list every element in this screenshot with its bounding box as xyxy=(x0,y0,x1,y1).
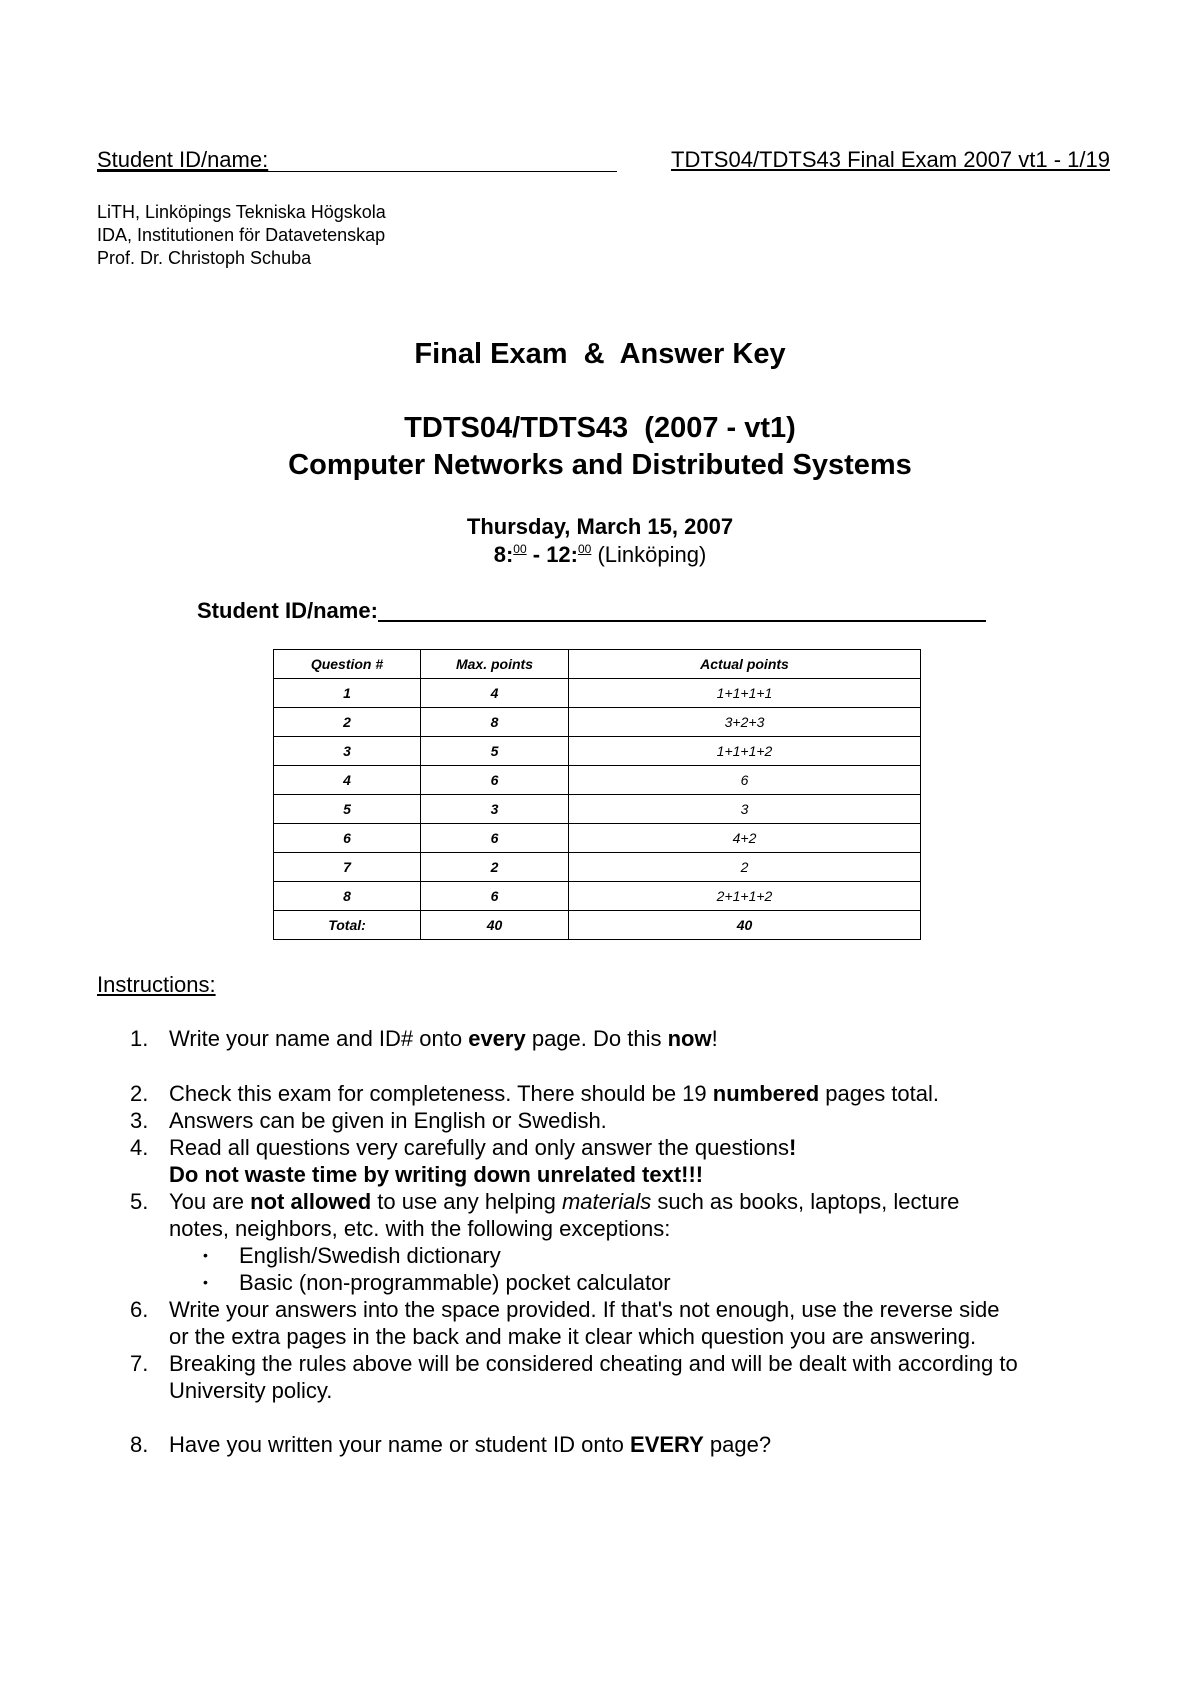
bullet-icon: • xyxy=(203,1274,208,1290)
item-emphasis: not allowed xyxy=(250,1189,372,1214)
student-id-field[interactable] xyxy=(197,597,986,625)
item-emphasis: every xyxy=(468,1026,526,1051)
exam-location: (Linköping) xyxy=(591,542,707,567)
exam-date: Thursday, March 15, 2007 xyxy=(466,514,734,539)
student-id-blank[interactable] xyxy=(378,600,986,622)
time-start-min: 00 xyxy=(513,542,527,556)
exam-title: Final Exam & Answer Key xyxy=(414,338,786,370)
question-number: 6 xyxy=(274,824,421,853)
table-row xyxy=(274,708,921,737)
item-text: Read all questions very carefully and only answer the questions xyxy=(169,1135,790,1160)
col-max-points: Max. points xyxy=(421,650,569,679)
table-row xyxy=(274,766,921,795)
header-student-underline xyxy=(97,171,617,172)
item-text: Write your name and ID# onto xyxy=(169,1026,469,1051)
question-number: 4 xyxy=(274,766,421,795)
actual-points: 2+1+1+2 xyxy=(569,882,921,911)
table-total-row xyxy=(274,911,921,940)
item-italic: materials xyxy=(561,1189,652,1214)
item-text: Write your answers into the space provided. If that's not enough, use the reverse side xyxy=(169,1297,1000,1322)
time-separator: - xyxy=(526,542,547,567)
actual-points: 3+2+3 xyxy=(569,708,921,737)
total-actual: 40 xyxy=(569,911,921,940)
actual-points: 2 xyxy=(569,853,921,882)
course-code: TDTS04/TDTS43 (2007 - vt1) xyxy=(404,412,796,444)
item-text: pages total. xyxy=(819,1081,940,1106)
table-row xyxy=(274,795,921,824)
col-question: Question # xyxy=(274,650,421,679)
instructions-heading: Instructions: xyxy=(97,972,216,997)
table-header-row xyxy=(274,650,921,679)
max-points: 6 xyxy=(421,766,569,795)
table-row xyxy=(274,853,921,882)
item-text: to use any helping xyxy=(371,1189,562,1214)
item-text: page. Do this xyxy=(525,1026,668,1051)
student-id-label: Student ID/name: xyxy=(197,598,378,623)
item-emphasis: numbered xyxy=(712,1081,820,1106)
col-actual-points: Actual points xyxy=(569,650,921,679)
question-number: 1 xyxy=(274,679,421,708)
table-row xyxy=(274,679,921,708)
actual-points: 1+1+1+2 xyxy=(569,737,921,766)
item-text: or the extra pages in the back and make it clear which question you are answering. xyxy=(169,1324,977,1349)
max-points: 2 xyxy=(421,853,569,882)
max-points: 3 xyxy=(421,795,569,824)
item-number: 7. xyxy=(130,1351,149,1376)
item-number: 1. xyxy=(130,1026,149,1051)
actual-points: 1+1+1+1 xyxy=(569,679,921,708)
course-subject: Computer Networks and Distributed Systems xyxy=(288,449,912,481)
item-text: University policy. xyxy=(169,1378,333,1403)
affiliation-block xyxy=(97,201,386,270)
affiliation-university: LiTH, Linköpings Tekniska Högskola xyxy=(97,202,386,222)
item-text: You are xyxy=(169,1189,251,1214)
question-number: 7 xyxy=(274,853,421,882)
affiliation-professor: Prof. Dr. Christoph Schuba xyxy=(97,248,312,268)
question-number: 5 xyxy=(274,795,421,824)
time-end-min: 00 xyxy=(577,542,592,556)
question-number: 8 xyxy=(274,882,421,911)
max-points: 6 xyxy=(421,824,569,853)
page-header xyxy=(97,146,1110,176)
item-text: Check this exam for completeness. There should be 19 xyxy=(169,1081,713,1106)
item-number: 5. xyxy=(130,1189,149,1214)
item-text: such as books, laptops, lecture xyxy=(651,1189,960,1214)
item-number: 3. xyxy=(130,1108,149,1133)
max-points: 5 xyxy=(421,737,569,766)
total-max: 40 xyxy=(421,911,569,940)
header-student-label: Student ID/name: xyxy=(97,147,269,172)
actual-points: 3 xyxy=(569,795,921,824)
total-label: Total: xyxy=(274,911,421,940)
exam-time xyxy=(0,541,1200,569)
item-text: Answers can be given in English or Swedish. xyxy=(169,1108,607,1133)
item-text: ! xyxy=(711,1026,718,1051)
bullet-icon: • xyxy=(203,1247,208,1263)
max-points: 8 xyxy=(421,708,569,737)
bullet-text: English/Swedish dictionary xyxy=(239,1243,501,1268)
actual-points: 4+2 xyxy=(569,824,921,853)
table-row xyxy=(274,882,921,911)
item-emphasis: EVERY xyxy=(630,1432,704,1457)
time-end-hour: 12: xyxy=(546,542,578,567)
points-table xyxy=(273,649,921,940)
time-start-hour: 8: xyxy=(493,542,514,567)
question-number: 3 xyxy=(274,737,421,766)
bullet-text: Basic (non-programmable) pocket calculator xyxy=(239,1270,671,1295)
item-number: 2. xyxy=(130,1081,149,1106)
item-number: 8. xyxy=(130,1432,149,1457)
item-text: notes, neighbors, etc. with the following exceptions: xyxy=(169,1216,671,1241)
item-warning: Do not waste time by writing down unrelated text!!! xyxy=(169,1162,704,1187)
affiliation-department: IDA, Institutionen för Datavetenskap xyxy=(97,225,386,245)
item-text: Breaking the rules above will be considered cheating and will be dealt with according to xyxy=(169,1351,1018,1376)
header-page-id: TDTS04/TDTS43 Final Exam 2007 vt1 - 1/19 xyxy=(671,147,1110,172)
table-row xyxy=(274,737,921,766)
max-points: 6 xyxy=(421,882,569,911)
item-text: page? xyxy=(703,1432,772,1457)
item-text: Have you written your name or student ID onto xyxy=(169,1432,631,1457)
item-number: 4. xyxy=(130,1135,149,1160)
max-points: 4 xyxy=(421,679,569,708)
actual-points: 6 xyxy=(569,766,921,795)
item-emphasis: now xyxy=(667,1026,712,1051)
table-row xyxy=(274,824,921,853)
question-number: 2 xyxy=(274,708,421,737)
item-number: 6. xyxy=(130,1297,149,1322)
item-emphasis: ! xyxy=(789,1135,797,1160)
